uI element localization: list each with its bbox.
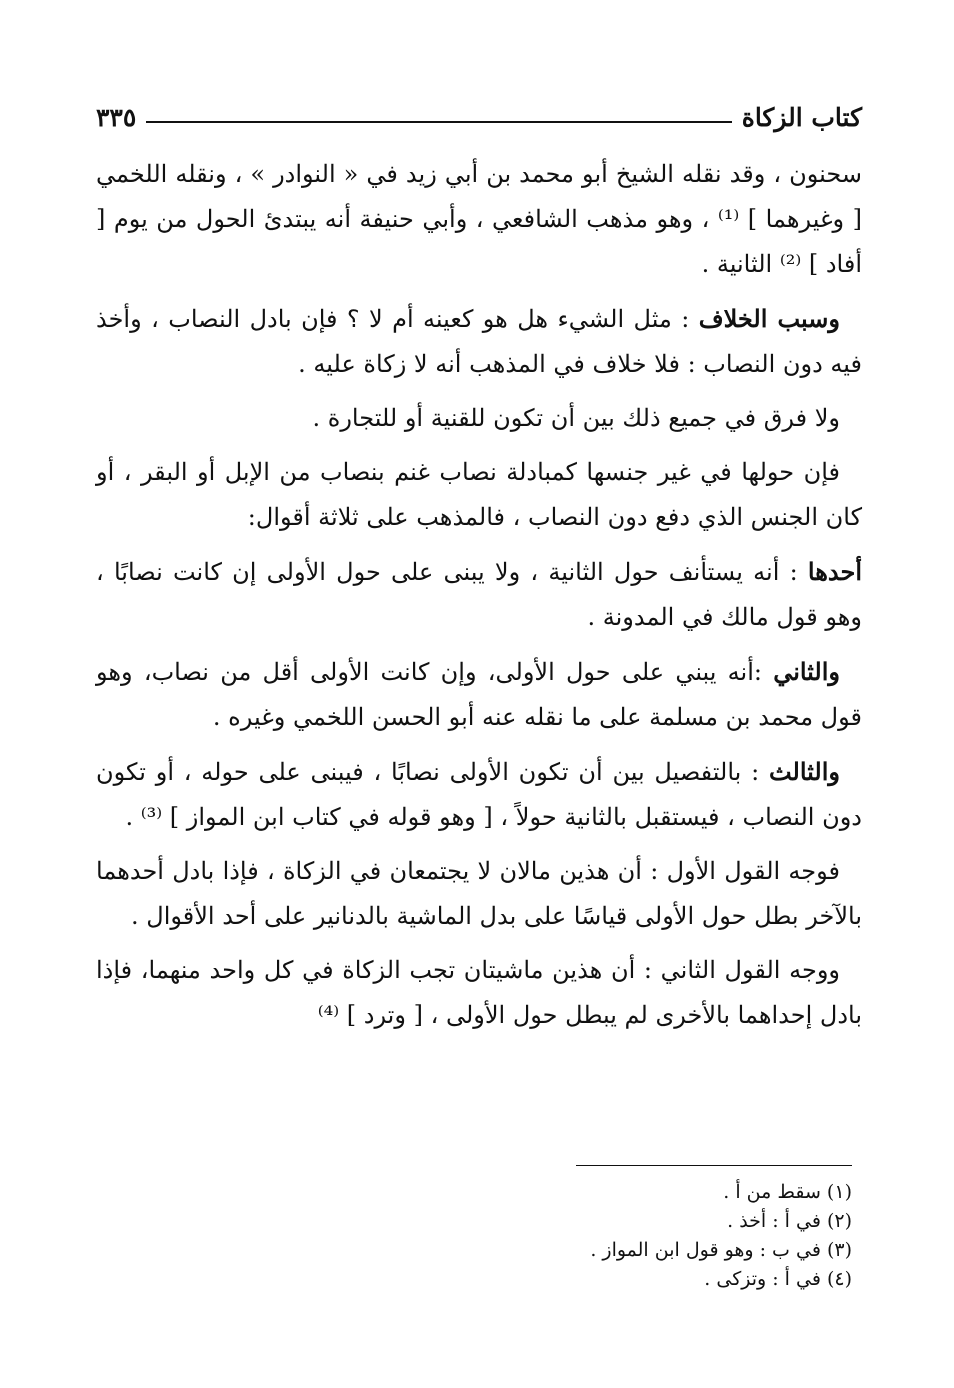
paragraph	[96, 450, 862, 540]
paragraph-text: :أنه يبني على حول الأولى، وإن كانت الأولى أقل من نصاب، وهو قول محمد بن مسلمة على ما نقله عنه أبو الحسن اللخمي وغيره .	[96, 658, 862, 731]
paragraph	[96, 396, 862, 441]
paragraph-lead: وسبب الخلاف	[698, 304, 840, 333]
paragraph-text: : بالتفصيل بين أن تكون الأولى نصابًا ، فيبنى على حوله ، أو تكون دون النصاب ، فيستقبل بالثانية حولاً ، [ وهو قوله في كتاب ابن المواز ] ⁽³⁾ .	[96, 758, 862, 831]
paragraph-lead: والثاني	[773, 657, 840, 686]
paragraph-lead: أحدها	[807, 557, 862, 586]
paragraph-text: : مثل الشيء هل هو كعينه أم لا ؟ فإن بادل النصاب ، وأخذ فيه دون النصاب : فلا خلاف في المذهب أنه لا زكاة عليه .	[96, 305, 862, 378]
paragraph-text: فإن حولها في غير جنسها كمبادلة نصاب غنم بنصاب من الإبل أو البقر ، أو كان الجنس الذي دفع دون النصاب ، فالمذهب على ثلاثة أقوال:	[96, 458, 862, 531]
paragraph-text: ووجه القول الثاني : أن هذين ماشيتان تجب الزكاة في كل واحد منهما، فإذا بادل إحداهما بالأخرى لم يبطل حول الأولى ، [ وترد ] ⁽⁴⁾	[96, 956, 862, 1029]
page-number: ٣٣٥	[96, 103, 137, 132]
page-header	[96, 88, 862, 132]
footnote: (٢) في أ : أخذ .	[727, 1210, 852, 1232]
footnotes	[492, 1178, 852, 1294]
paragraph	[96, 649, 862, 740]
paragraph	[96, 549, 862, 640]
paragraph	[96, 749, 862, 840]
paragraph	[96, 849, 862, 939]
paragraph-lead: والثالث	[768, 757, 840, 786]
paragraph-text: : أنه يستأنف حول الثانية ، ولا يبنى على حول الأولى إن كانت نصابًا ، وهو قول مالك في المدونة .	[96, 558, 862, 631]
header-rule	[146, 121, 731, 123]
paragraph-text: سحنون ، وقد نقله الشيخ أبو محمد بن أبي زيد في « النوادر » ، ونقله اللخمي [ وغيرهما ] ⁽¹⁾ ، وهو مذهب الشافعي ، وأبي حنيفة أنه يبتدئ الحول من يوم [ أفاد ] ⁽²⁾ الثانية .	[96, 160, 863, 278]
footnote: (٤) في أ : وتزكى .	[704, 1268, 852, 1290]
paragraph-text: ولا فرق في جميع ذلك بين أن تكون للقنية أو للتجارة .	[312, 404, 840, 432]
footnote-separator	[576, 1165, 852, 1166]
paragraph	[96, 152, 862, 287]
paragraph	[96, 948, 862, 1038]
paragraph	[96, 296, 862, 387]
footnote: (٣) في ب : وهو قول ابن المواز .	[590, 1239, 852, 1261]
book-title: كتاب الزكاة	[741, 103, 862, 132]
footnote: (١) سقط من أ .	[723, 1181, 852, 1203]
main-text	[96, 152, 862, 1047]
paragraph-text: فوجه القول الأول : أن هذين مالان لا يجتمعان في الزكاة ، فإذا بادل أحدهما بالآخر بطل حول الأولى قياسًا على بدل الماشية بالدنانير على أحد الأقوال .	[96, 857, 862, 930]
